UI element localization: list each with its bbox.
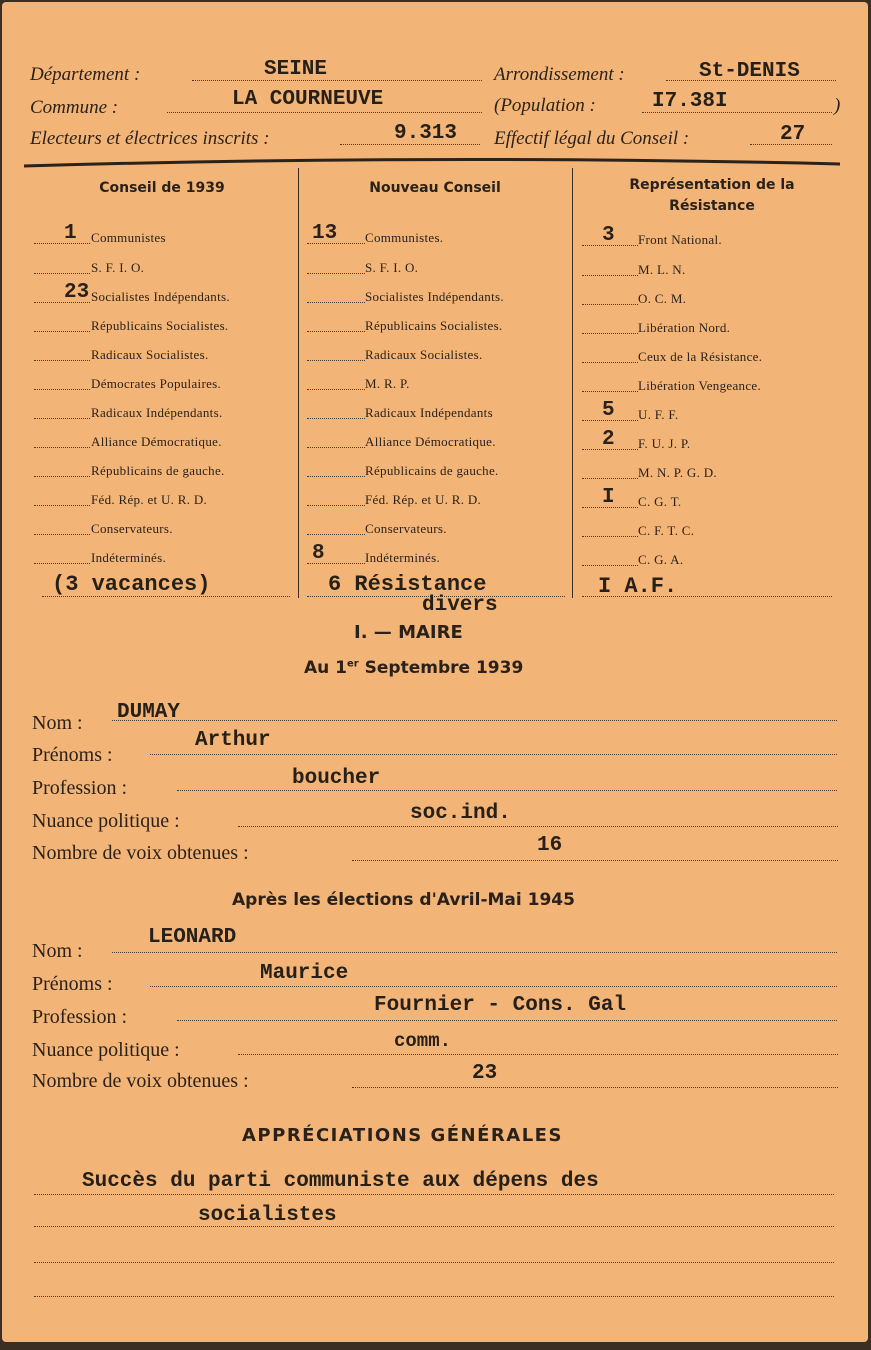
c1939-row-label: Alliance Démocratique.: [91, 434, 222, 449]
resistance-row-label: Libération Vengeance.: [638, 378, 762, 393]
c1939-row-dots: [34, 360, 90, 361]
arrondissement-label: Arrondissement :: [494, 64, 625, 85]
nuance-1939-value: soc.ind.: [410, 802, 511, 825]
nouveau-row-dots: [307, 418, 365, 419]
nuance-dots-1939: [238, 826, 838, 827]
voix-dots-1945: [352, 1087, 838, 1088]
arrondissement-value: St-DENIS: [699, 60, 800, 83]
c1939-row-label: Républicains de gauche.: [91, 463, 225, 478]
resistance-row-label: Libération Nord.: [638, 320, 731, 335]
nouveau-row-dots: [307, 360, 365, 361]
footer-1939: (3 vacances): [52, 572, 211, 597]
nom-1945-value: LEONARD: [148, 926, 237, 949]
profession-dots-1939: [177, 790, 837, 791]
c1939-row-dots: [34, 389, 90, 390]
nouveau-row-count: 8: [312, 542, 325, 565]
appreciations-line-2: [34, 1226, 834, 1227]
voix-1939-value: 16: [537, 834, 563, 857]
resistance-row-label: F. U. J. P.: [638, 436, 691, 451]
resistance-row-count: 5: [602, 399, 615, 422]
c1939-row-dots: [34, 331, 90, 332]
effectif-value: 27: [780, 123, 806, 146]
appreciations-line-4: [34, 1296, 834, 1297]
resistance-row-label: C. G. A.: [638, 552, 684, 567]
apres-title: Après les élections d'Avril-Mai 1945: [232, 890, 575, 910]
resistance-row-dots: [582, 275, 638, 276]
footer-nouveau: 6 Résistance: [328, 572, 487, 597]
nouveau-row-dots: [307, 302, 365, 303]
footer-resistance: I A.F.: [598, 574, 678, 599]
resistance-row-label: O. C. M.: [638, 291, 687, 306]
prenoms-dots-1945: [150, 986, 837, 987]
nuance-label-1939: Nuance politique :: [32, 810, 180, 832]
c1939-row-dots: [34, 476, 90, 477]
nom-label-1945: Nom :: [32, 940, 83, 962]
departement-value: SEINE: [264, 58, 328, 81]
appreciations-line-3: [34, 1262, 834, 1263]
column-title-1939: Conseil de 1939: [99, 180, 225, 196]
column-title-resistance: Représentation de la: [629, 177, 795, 193]
column-title-resistance-2: Résistance: [669, 198, 755, 214]
voix-1945-value: 23: [472, 1062, 498, 1085]
resistance-row-label: M. L. N.: [638, 262, 686, 277]
departement-label: Département :: [30, 64, 141, 85]
prenoms-label-1945: Prénoms :: [32, 973, 113, 995]
c1939-row-dots: [34, 447, 90, 448]
prenoms-1939-value: Arthur: [195, 729, 271, 752]
commune-value: LA COURNEUVE: [232, 88, 384, 111]
c1939-row-count: 23: [64, 281, 90, 304]
nuance-label-1945: Nuance politique :: [32, 1039, 180, 1061]
nouveau-row-label: Conservateurs.: [365, 521, 447, 536]
profession-1939-value: boucher: [292, 767, 381, 790]
resistance-row-label: C. G. T.: [638, 494, 682, 509]
nom-dots-1939: [112, 720, 837, 721]
resistance-row-dots: [582, 362, 638, 363]
nouveau-row-label: S. F. I. O.: [365, 260, 419, 275]
resistance-row-dots: [582, 565, 638, 566]
c1939-row-label: Communistes: [91, 230, 166, 245]
c1939-row-label: Socialistes Indépendants.: [91, 289, 230, 304]
nouveau-row-label: Communistes.: [365, 230, 444, 245]
profession-1945-value: Fournier - Cons. Gal: [374, 994, 627, 1017]
nom-dots-1945: [112, 952, 837, 953]
c1939-row-label: Républicains Socialistes.: [91, 318, 229, 333]
nouveau-row-dots: [307, 447, 365, 448]
profession-dots-1945: [177, 1020, 837, 1021]
nouveau-row-label: Républicains de gauche.: [365, 463, 499, 478]
resistance-row-dots: [582, 536, 638, 537]
resistance-row-label: M. N. P. G. D.: [638, 465, 717, 480]
prenoms-1945-value: Maurice: [260, 962, 349, 985]
nouveau-row-dots: [307, 534, 365, 535]
election-card: [2, 2, 868, 1342]
resistance-row-count: 3: [602, 224, 615, 247]
population-close: ): [834, 95, 841, 116]
effectif-label: Effectif légal du Conseil :: [494, 128, 690, 149]
maire-section-title: I. — MAIRE: [354, 622, 463, 643]
c1939-row-dots: [34, 534, 90, 535]
resistance-row-dots: [582, 333, 638, 334]
appreciations-line-1: [34, 1194, 834, 1195]
nouveau-row-label: Indéterminés.: [365, 550, 441, 565]
c1939-row-label: Radicaux Socialistes.: [91, 347, 209, 362]
nouveau-row-label: Socialistes Indépendants.: [365, 289, 504, 304]
footer-nouveau-2: divers: [422, 594, 498, 617]
population-value: I7.38I: [652, 90, 728, 113]
profession-label-1939: Profession :: [32, 777, 127, 799]
c1939-row-label: Conservateurs.: [91, 521, 173, 536]
electeurs-value: 9.313: [394, 122, 458, 145]
c1939-row-label: Démocrates Populaires.: [91, 376, 222, 391]
population-label: (Population :: [494, 95, 596, 116]
nouveau-row-count: 13: [312, 222, 338, 245]
nouveau-row-dots: [307, 476, 365, 477]
nom-1939-value: DUMAY: [117, 701, 181, 724]
appreciations-title: APPRÉCIATIONS GÉNÉRALES: [242, 1125, 563, 1146]
nouveau-row-dots: [307, 505, 365, 506]
nouveau-row-label: Radicaux Socialistes.: [365, 347, 483, 362]
nouveau-row-label: Alliance Démocratique.: [365, 434, 496, 449]
nouveau-row-label: Féd. Rép. et U. R. D.: [365, 492, 482, 507]
prenoms-label-1939: Prénoms :: [32, 744, 113, 766]
c1939-row-label: Féd. Rép. et U. R. D.: [91, 492, 208, 507]
nouveau-row-label: Républicains Socialistes.: [365, 318, 503, 333]
prenoms-dots-1939: [150, 754, 837, 755]
nouveau-row-dots: [307, 273, 365, 274]
resistance-row-label: C. F. T. C.: [638, 523, 695, 538]
c1939-row-label: Radicaux Indépendants.: [91, 405, 223, 420]
resistance-row-dots: [582, 391, 638, 392]
electeurs-label: Electeurs et électrices inscrits :: [30, 128, 270, 149]
resistance-row-label: U. F. F.: [638, 407, 679, 422]
nouveau-row-label: Radicaux Indépendants: [365, 405, 493, 420]
c1939-row-count: 1: [64, 222, 77, 245]
appreciations-text-1: Succès du parti communiste aux dépens des: [82, 1170, 599, 1193]
nuance-dots-1945: [238, 1054, 838, 1055]
resistance-row-dots: [582, 304, 638, 305]
resistance-row-count: 2: [602, 428, 615, 451]
resistance-row-count: I: [602, 486, 615, 509]
c1939-row-dots: [34, 505, 90, 506]
column-title-nouveau: Nouveau Conseil: [369, 180, 501, 196]
voix-label-1939: Nombre de voix obtenues :: [32, 842, 249, 864]
nom-label-1939: Nom :: [32, 712, 83, 734]
header-rule: [22, 152, 842, 172]
nouveau-row-dots: [307, 331, 365, 332]
c1939-row-dots: [34, 243, 90, 244]
c1939-row-label: S. F. I. O.: [91, 260, 145, 275]
voix-label-1945: Nombre de voix obtenues :: [32, 1070, 249, 1092]
column-divider-2: [572, 168, 573, 598]
resistance-row-dots: [582, 478, 638, 479]
c1939-row-dots: [34, 273, 90, 274]
appreciations-text-2: socialistes: [198, 1204, 337, 1227]
c1939-row-dots: [34, 418, 90, 419]
column-divider-1: [298, 168, 299, 598]
departement-dots: [192, 80, 482, 81]
c1939-row-dots: [34, 563, 90, 564]
nouveau-row-dots: [307, 389, 365, 390]
c1939-row-label: Indéterminés.: [91, 550, 167, 565]
nuance-1945-value: comm.: [394, 1030, 452, 1052]
resistance-row-label: Ceux de la Résistance.: [638, 349, 763, 364]
voix-dots-1939: [352, 860, 838, 861]
sep1939-title: Au 1er Septembre 1939: [304, 658, 524, 678]
resistance-row-label: Front National.: [638, 232, 722, 247]
profession-label-1945: Profession :: [32, 1006, 127, 1028]
nouveau-row-label: M. R. P.: [365, 376, 410, 391]
commune-dots: [167, 112, 482, 113]
commune-label: Commune :: [30, 97, 119, 118]
